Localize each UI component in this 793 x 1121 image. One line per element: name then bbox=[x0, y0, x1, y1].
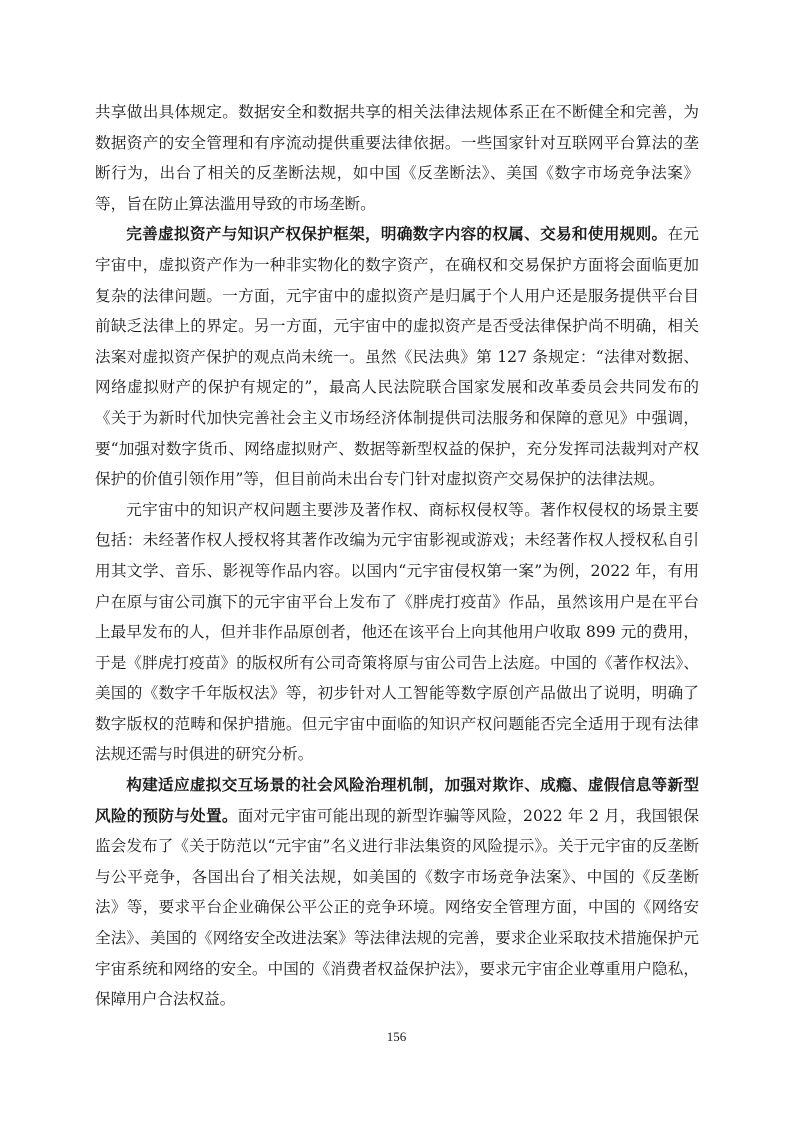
paragraph-4 bbox=[95, 770, 699, 1015]
paragraph-1-text: 共享做出具体规定。数据安全和数据共享的相关法律法规体系正在不断健全和完善，为数据资产的安全管理和有序流动提供重要法律依据。一些国家针对互联网平台算法的垄断行为，出台了相关的反垄断法规，如中国《反垄断法》、美国《数字市场竞争法案》等，旨在防止算法滥用导致的市场垄断。 bbox=[95, 103, 699, 213]
body-text bbox=[95, 97, 699, 1015]
paragraph-2-heading: 完善虚拟资产与知识产权保护框架，明确数字内容的权属、交易和使用规则。 bbox=[126, 224, 668, 244]
paragraph-4-text: 面对元宇宙可能出现的新型诈骗等风险，2022 年 2 月，我国银保监会发布了《关于防范以“元宇宙”名义进行非法集资的风险提示》。关于元宇宙的反垄断与公平竞争，各国出台了相关法规，如美国的《数字市场竞争法案》、中国的《反垄断法》等，要求平台企业确保公平公正的竞争环境。网络安全管理方面，中国的《网络安全法》、美国的《网络安全改进法案》等法律法规的完善，要求企业采取技术措施保护元宇宙系统和网络的安全。中国的《消费者权益保护法》，要求元宇宙企业尊重用户隐私，保障用户合法权益。 bbox=[95, 806, 699, 1009]
paragraph-2 bbox=[95, 219, 699, 494]
paragraph-1 bbox=[95, 97, 699, 219]
paragraph-3-text: 元宇宙中的知识产权问题主要涉及著作权、商标权侵权等。著作权侵权的场景主要包括：未经著作权人授权将其著作改编为元宇宙影视或游戏；未经著作权人授权私自引用其文学、音乐、影视等作品内容。以国内“元宇宙侵权第一案”为例，2022 年，有用户在原与宙公司旗下的元宇宙平台上发布了《胖虎打疫苗》作品，虽然该用户是在平台上最早发布的人，但并非作品原创者，他还在该平台上向其他用户收取 899 元的费用，于是《胖虎打疫苗》的版权所有公司奇策将原与宙公司告上法庭。中国的《著作权法》、美国的《数字千年版权法》等，初步针对人工智能等数字原创产品做出了说明，明确了数字版权的范畴和保护措施。但元宇宙中面临的知识产权问题能否完全适用于现有法律法规还需与时俱进的研究分析。 bbox=[95, 500, 699, 764]
paragraph-4-heading: 构建适应虚拟交互场景的社会风险治理机制，加强对欺诈、成瘾、虚假信息等新型风险的预防与处置。 bbox=[95, 775, 699, 825]
paragraph-2-text: 在元宇宙中，虚拟资产作为一种非实物化的数字资产，在确权和交易保护方面将会面临更加复杂的法律问题。一方面，元宇宙中的虚拟资产是归属于个人用户还是服务提供平台目前缺乏法律上的界定。另一方面，元宇宙中的虚拟资产是否受法律保护尚不明确，相关法案对虚拟资产保护的观点尚未统一。虽然《民法典》第 127 条规定：“法律对数据、网络虚拟财产的保护有规定的”，最高人民法院联合国家发展和改革委员会共同发布的《关于为新时代加快完善社会主义市场经济体制提供司法服务和保障的意见》中强调，要“加强对数字货币、网络虚拟财产、数据等新型权益的保护，充分发挥司法裁判对产权保护的价值引领作用”等，但目前尚未出台专门针对虚拟资产交易保护的法律法规。 bbox=[95, 225, 699, 489]
page-number: 156 bbox=[386, 1029, 407, 1044]
paragraph-3 bbox=[95, 495, 699, 770]
